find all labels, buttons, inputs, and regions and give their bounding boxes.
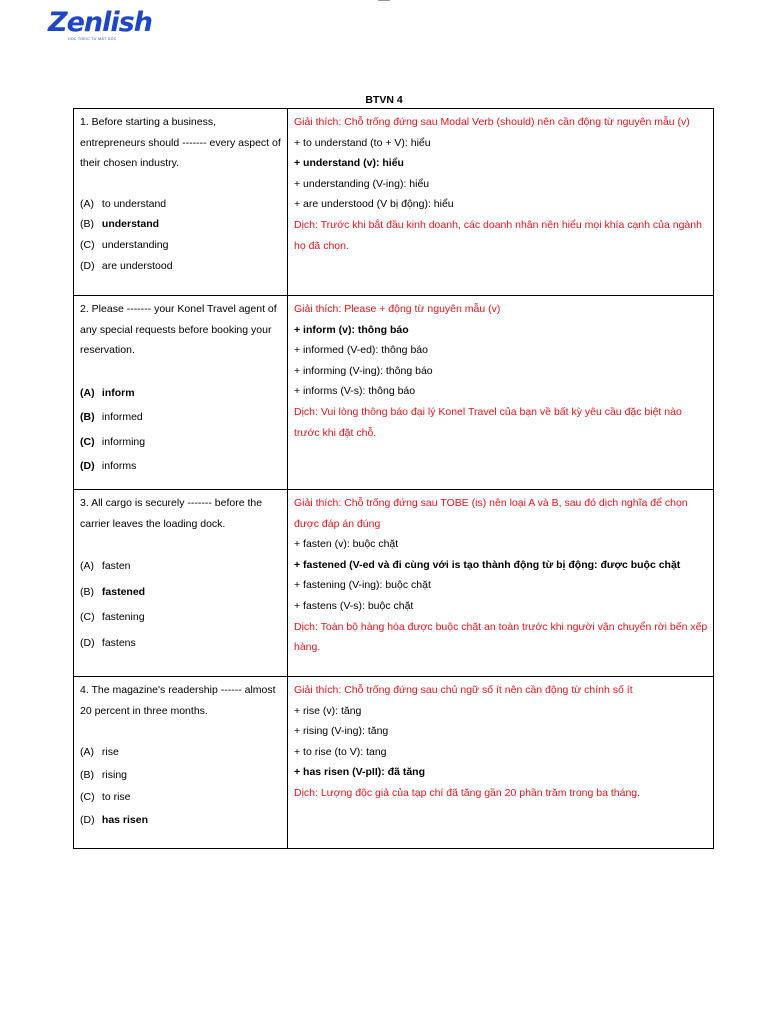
question-cell <box>74 296 288 490</box>
question-cell <box>74 109 288 296</box>
page-title: BTVN 4 <box>365 94 403 106</box>
analysis-line: + are understood (V bị động): hiểu <box>294 198 454 211</box>
analysis-line: + informed (V-ed): thông báo <box>294 344 428 357</box>
option-c: (C) informing <box>80 435 146 448</box>
explanation-cell <box>288 490 714 677</box>
zenlish-logo <box>48 8 158 44</box>
analysis-line: + informing (V-ing): thông báo <box>294 364 433 377</box>
question-text: 1. Before starting a business, entrepreneurs should ------- every aspect of their chosen industry. <box>80 116 281 170</box>
explanation-header: Giải thích: Chỗ trống đứng sau chủ ngữ số ít nên cần động từ chính số ít <box>294 684 633 696</box>
explanation-cell <box>288 296 714 490</box>
option-b: (B) informed <box>80 411 143 424</box>
question-text: 2. Please ------- your Konel Travel agent of any special requests before booking your reservation. <box>80 303 277 357</box>
option-c: (C) understanding <box>80 238 169 251</box>
analysis-line: + informs (V-s): thông báo <box>294 385 416 398</box>
option-c: (C) to rise <box>80 791 131 804</box>
explanation-header: Giải thích: Chỗ trống đứng sau Modal Verb (should) nên cần động từ nguyên mẫu (v) <box>294 116 690 128</box>
question-cell <box>74 677 288 849</box>
option-b: (B) understand <box>80 218 160 231</box>
analysis-line: + fastening (V-ing): buộc chặt <box>294 579 431 592</box>
analysis-line: + understanding (V-ing): hiểu <box>294 177 430 190</box>
analysis-line-correct: + fastened (V-ed và đi cùng với is tạo thành động từ bị động: được buộc chặt <box>294 558 681 571</box>
analysis-line: + rise (v): tăng <box>294 704 362 717</box>
translation-text: Dịch: Toàn bộ hàng hóa được buộc chặt an toàn trước khi người vận chuyển rời bến xếp hàng. <box>294 620 708 654</box>
question-row <box>74 677 714 849</box>
question-row <box>74 296 714 490</box>
question-text: 4. The magazine's readership ------ almost 20 percent in three months. <box>80 684 276 717</box>
translation-text: Dịch: Trước khi bắt đầu kinh doanh, các doanh nhân nên hiểu mọi khía cạnh của ngành họ đã chọn. <box>294 218 702 252</box>
question-row <box>74 109 714 296</box>
option-c: (C) fastening <box>80 611 145 624</box>
option-a: (A) inform <box>80 386 135 399</box>
analysis-line-correct: + has risen (V-pII): đã tăng <box>294 766 425 779</box>
option-a: (A) fasten <box>80 560 131 573</box>
translation-text: Dịch: Lượng độc giả của tạp chí đã tăng gần 20 phần trăm trong ba tháng. <box>294 786 641 799</box>
option-d: (D) informs <box>80 460 137 473</box>
analysis-line-correct: + inform (v): thông báo <box>294 323 409 336</box>
logo-tagline: HỌC TOEIC TỪ MẤT GỐC <box>68 37 117 41</box>
option-d: (D) fastens <box>80 636 136 649</box>
option-a: (A) rise <box>80 746 119 759</box>
analysis-line: + to understand (to + V): hiểu <box>294 136 431 149</box>
option-d: (D) has risen <box>80 813 149 826</box>
question-cell <box>74 490 288 677</box>
explanation-cell <box>288 677 714 849</box>
option-a: (A) to understand <box>80 197 167 210</box>
header-divider <box>378 0 390 1</box>
analysis-line: + rising (V-ing): tăng <box>294 725 389 738</box>
explanation-header: Giải thích: Please + động từ nguyên mẫu (v) <box>294 303 501 315</box>
option-d: (D) are understood <box>80 259 173 272</box>
question-text: 3. All cargo is securely ------- before the carrier leaves the loading dock. <box>80 497 263 530</box>
exercise-table <box>73 108 714 849</box>
option-b: (B) rising <box>80 768 128 781</box>
logo-wordmark: Zenlish <box>48 7 152 38</box>
translation-text: Dịch: Vui lòng thông báo đại lý Konel Travel của bạn về bất kỳ yêu cầu đặc biệt nào trước khi đặt chỗ. <box>294 405 682 439</box>
explanation-cell <box>288 109 714 296</box>
question-row <box>74 490 714 677</box>
option-b: (B) fastened <box>80 585 146 598</box>
explanation-header: Giải thích: Chỗ trống đứng sau TOBE (is) nên loại A và B, sau đó dịch nghĩa để chọn được đáp án đúng <box>294 497 688 530</box>
analysis-line: + fasten (v): buộc chặt <box>294 538 399 551</box>
analysis-line: + fastens (V-s): buộc chặt <box>294 599 414 612</box>
analysis-line: + to rise (to V): tang <box>294 745 387 758</box>
analysis-line-correct: + understand (v): hiểu <box>294 157 404 170</box>
